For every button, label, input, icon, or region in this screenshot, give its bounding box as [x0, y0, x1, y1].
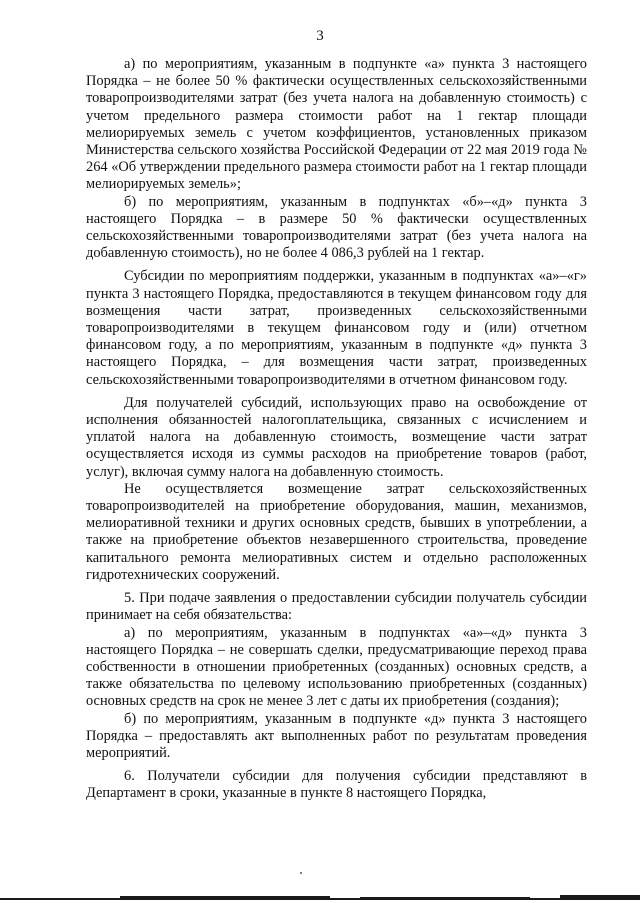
paragraph-obligation-b: б) по мероприятиям, указанным в подпункте «д» пункта 3 настоящего Порядка – предоставлять акт выполненных работ по результатам проведения мероприятий. — [86, 710, 587, 761]
scan-speck — [300, 872, 302, 874]
paragraph-section-6: 6. Получатели субсидии для получения субсидии представляют в Департамент в сроки, указанные в пункте 8 настоящего Порядка, — [86, 768, 587, 802]
paragraph-vat-exemption: Для получателей субсидий, использующих право на освобождение от исполнения обязанностей налогоплательщика, связанных с исчислением и уплатой налога на добавленную стоимость, возмещение части затрат осуществляется исходя из суммы расходов на приобретение товаров (работ, услуг), включая сумму налога на добавленную стоимость. — [86, 394, 587, 480]
paragraph-section-5-intro: 5. При подаче заявления о предоставлении субсидии получатель субсидии принимает на себя обязательства: — [86, 590, 587, 624]
scan-bottom-edge — [0, 894, 640, 903]
document-body — [86, 56, 587, 803]
paragraph-obligation-a: а) по мероприятиям, указанным в подпунктах «а»–«д» пункта 3 настоящего Порядка – не совершать сделки, предусматривающие переход права собственности в отношении приобретенных (созданных) основных средств, а также обязательства по целевому использованию приобретенных (созданных) основных средств на срок не менее 3 лет с даты их приобретения (создания); — [86, 624, 587, 710]
paragraph-subsidy-rate-b: б) по мероприятиям, указанным в подпунктах «б»–«д» пункта 3 настоящего Порядка – в размере 50 % фактически осуществленных сельскохозяйственными товаропроизводителями затрат (без учета налога на добавленную стоимость), но не более 4 086,3 рублей на 1 гектар. — [86, 193, 587, 262]
page-number: 3 — [316, 28, 324, 44]
paragraph-not-reimbursed: Не осуществляется возмещение затрат сельскохозяйственных товаропроизводителей на приобретение оборудования, машин, механизмов, мелиоративной техники и других основных средств, бывших в употреблении, а также на приобретение объектов незавершенного строительства, проведение капитального ремонта мелиоративных систем и отдельно расположенных гидротехнических сооружений. — [86, 480, 587, 583]
paragraph-subsidy-period: Субсидии по мероприятиям поддержки, указанным в подпунктах «а»–«г» пункта 3 настоящего Порядка, предоставляются в текущем финансовом году для возмещения части затрат, произведенных сельскохозяйственными товаропроизводителями в текущем финансовом году и (или) отчетном финансовом году, а по мероприятиям, указанным в подпункте «д» пункта 3 настоящего Порядка, – для возмещения части затрат, произведенных сельскохозяйственными товаропроизводителями в отчетном финансовом году. — [86, 268, 587, 388]
paragraph-subsidy-rate-a: а) по мероприятиям, указанным в подпункте «а» пункта 3 настоящего Порядка – не более 50 % фактически осуществленных сельскохозяйственными товаропроизводителями затрат (без учета налога на добавленную стоимость) с учетом предельного размера стоимости работ на 1 гектар площади мелиорируемых земель с учетом коэффициентов, установленных приказом Министерства сельского хозяйства Российской Федерации от 22 мая 2019 года № 264 «Об утверждении предельного размера стоимости работ на 1 гектар площади мелиорируемых земель»; — [86, 56, 587, 193]
